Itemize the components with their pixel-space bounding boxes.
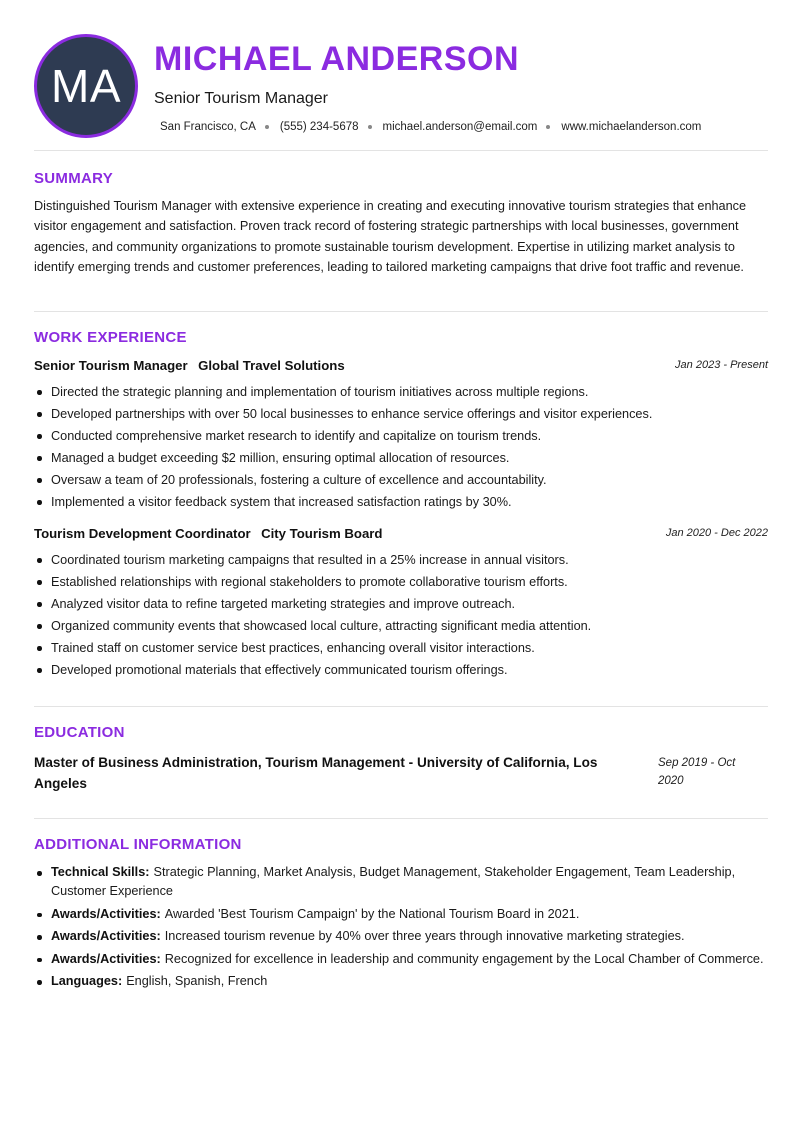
item-label: Awards/Activities:: [51, 951, 161, 966]
divider: [34, 706, 768, 707]
item-text: Increased tourism revenue by 40% over three years through innovative marketing strategies.: [164, 929, 685, 943]
avatar-initials: MA: [51, 60, 121, 112]
item-text: English, Spanish, French: [126, 974, 268, 988]
job-dates: Jan 2020 - Dec 2022: [665, 527, 768, 539]
list-item: Developed partnerships with over 50 local businesses to enhance service offerings and visitor experiences.: [34, 403, 768, 425]
education-degree: Master of Business Administration, Tourism Management - University of California, Los Angeles: [34, 755, 598, 791]
job-bullets: [34, 549, 768, 682]
list-item: Conducted comprehensive market research to identify and capitalize on tourism trends.: [34, 425, 768, 447]
candidate-title: Senior Tourism Manager: [154, 90, 329, 107]
summary-heading: SUMMARY: [34, 170, 114, 187]
divider: [34, 150, 768, 151]
job-header: [34, 525, 768, 545]
education-dates: Sep 2019 - Oct 2020: [658, 757, 736, 787]
item-label: Awards/Activities:: [51, 906, 161, 921]
list-item: Established relationships with regional stakeholders to promote collaborative tourism efforts.: [34, 571, 768, 593]
separator-dot: [368, 125, 372, 129]
list-item: Trained staff on customer service best practices, enhancing overall visitor interactions.: [34, 637, 768, 659]
item-text: Recognized for excellence in leadership and community engagement by the Local Chamber of Commerce.: [164, 951, 764, 966]
item-text: Strategic Planning, Market Analysis, Budget Management, Stakeholder Engagement, Team Leadership, Customer Experience: [51, 865, 736, 898]
list-item: Developed promotional materials that effectively communicated tourism offerings.: [34, 659, 768, 681]
item-label: Languages:: [51, 974, 123, 988]
list-item: Oversaw a team of 20 professionals, fostering a culture of excellence and accountability.: [34, 469, 768, 491]
resume-header: [34, 34, 768, 138]
list-item: Coordinated tourism marketing campaigns that resulted in a 25% increase in annual visitors.: [34, 549, 768, 571]
contact-phone: (555) 234-5678: [279, 121, 359, 133]
item-text: Awarded 'Best Tourism Campaign' by the National Tourism Board in 2021.: [164, 906, 580, 921]
job-role: Tourism Development Coordinator: [34, 526, 251, 541]
item-label: Awards/Activities:: [51, 929, 161, 943]
list-item: Analyzed visitor data to refine targeted marketing strategies and improve outreach.: [34, 593, 768, 615]
job-company: City Tourism Board: [261, 526, 383, 541]
item-label: Technical Skills:: [51, 865, 150, 879]
list-item: Organized community events that showcased local culture, attracting significant media attention.: [34, 615, 768, 637]
list-item: [34, 863, 768, 901]
list-item: Directed the strategic planning and implementation of tourism initiatives across multiple regions.: [34, 381, 768, 403]
contact-email[interactable]: michael.anderson@email.com: [382, 121, 538, 133]
additional-list: [34, 863, 768, 995]
list-item: Managed a budget exceeding $2 million, ensuring optimal allocation of resources.: [34, 447, 768, 469]
candidate-name: MICHAEL ANDERSON: [154, 40, 520, 78]
contact-website[interactable]: www.michaelanderson.com: [561, 121, 702, 133]
summary-text: Distinguished Tourism Manager with extensive experience in creating and executing innovative tourism strategies that enhance visitor engagement and satisfaction. Proven track record of fostering strategic partnerships with local businesses, government agencies, and community organizations to promote sustainable tourism development. Expertise in utilizing market analysis to identify emerging trends and customer preferences, leading to tailored marketing campaigns that drive foot traffic and revenue.: [34, 199, 747, 274]
separator-dot: [546, 125, 550, 129]
divider: [34, 311, 768, 312]
list-item: [34, 950, 768, 969]
divider: [34, 818, 768, 819]
experience-heading: WORK EXPERIENCE: [34, 329, 187, 346]
list-item: Implemented a visitor feedback system that increased satisfaction ratings by 30%.: [34, 491, 768, 513]
job-bullets: [34, 381, 768, 514]
job-company: Global Travel Solutions: [198, 358, 345, 373]
additional-heading: ADDITIONAL INFORMATION: [34, 836, 242, 853]
list-item: [34, 905, 768, 924]
list-item: [34, 972, 768, 991]
list-item: [34, 927, 768, 946]
education-heading: EDUCATION: [34, 724, 125, 741]
job-dates: Jan 2023 - Present: [675, 359, 768, 371]
separator-dot: [265, 125, 269, 129]
avatar: [34, 34, 138, 138]
contact-location: San Francisco, CA: [160, 121, 256, 133]
job-role: Senior Tourism Manager: [34, 358, 188, 373]
job-header: [34, 357, 768, 377]
contact-line: [160, 121, 701, 133]
